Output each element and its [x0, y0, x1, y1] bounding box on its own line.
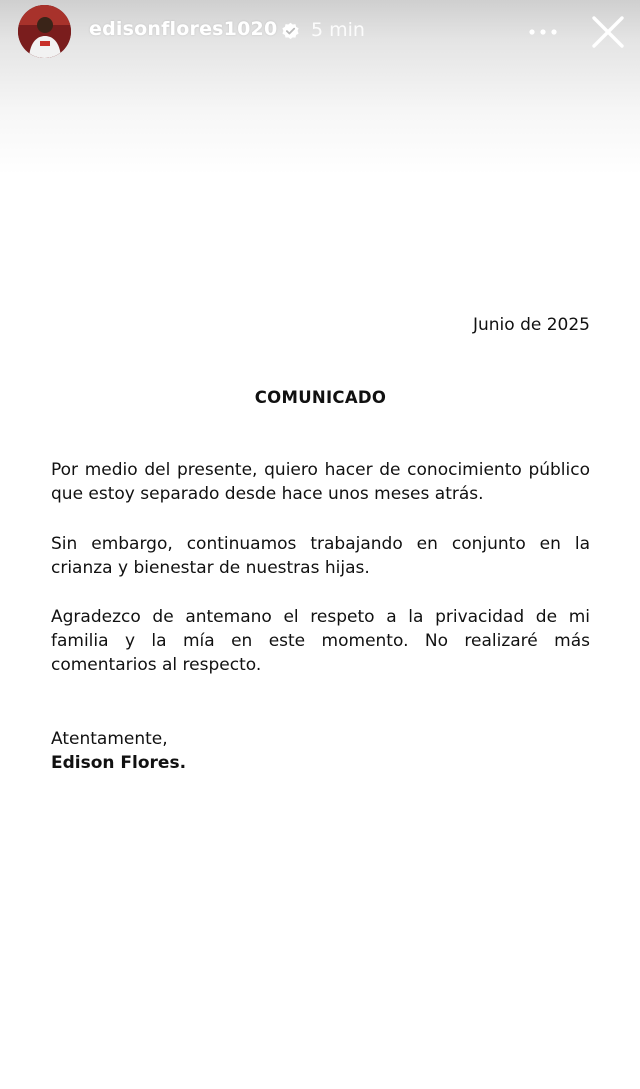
statement-heading: COMUNICADO — [254, 388, 387, 407]
statement-date: Junio de 2025 — [472, 315, 590, 335]
more-options-icon[interactable] — [526, 22, 560, 42]
statement-paragraph: Por medio del presente, quiero hacer de conocimiento público que estoy separado desde hace unos meses atrás. — [51, 460, 590, 504]
avatar-photo-icon — [18, 5, 71, 58]
statement-closing: Atentamente, — [51, 729, 168, 749]
statement-paragraph: Sin embargo, continuamos trabajando en conjunto en la crianza y bienestar de nuestras hijas. — [51, 534, 590, 578]
story-header — [0, 0, 640, 64]
statement-signature: Edison Flores. — [51, 753, 187, 773]
story-username[interactable]: edisonflores1020 — [89, 18, 278, 40]
story-timestamp: 5 min — [311, 19, 365, 41]
close-icon[interactable] — [590, 14, 626, 50]
profile-avatar[interactable] — [18, 5, 71, 58]
statement-paragraph: Agradezco de antemano el respeto a la privacidad de mi familia y la mía en este momento. No realizaré más comentarios al respecto. — [51, 607, 590, 675]
verified-badge-icon — [281, 22, 300, 41]
